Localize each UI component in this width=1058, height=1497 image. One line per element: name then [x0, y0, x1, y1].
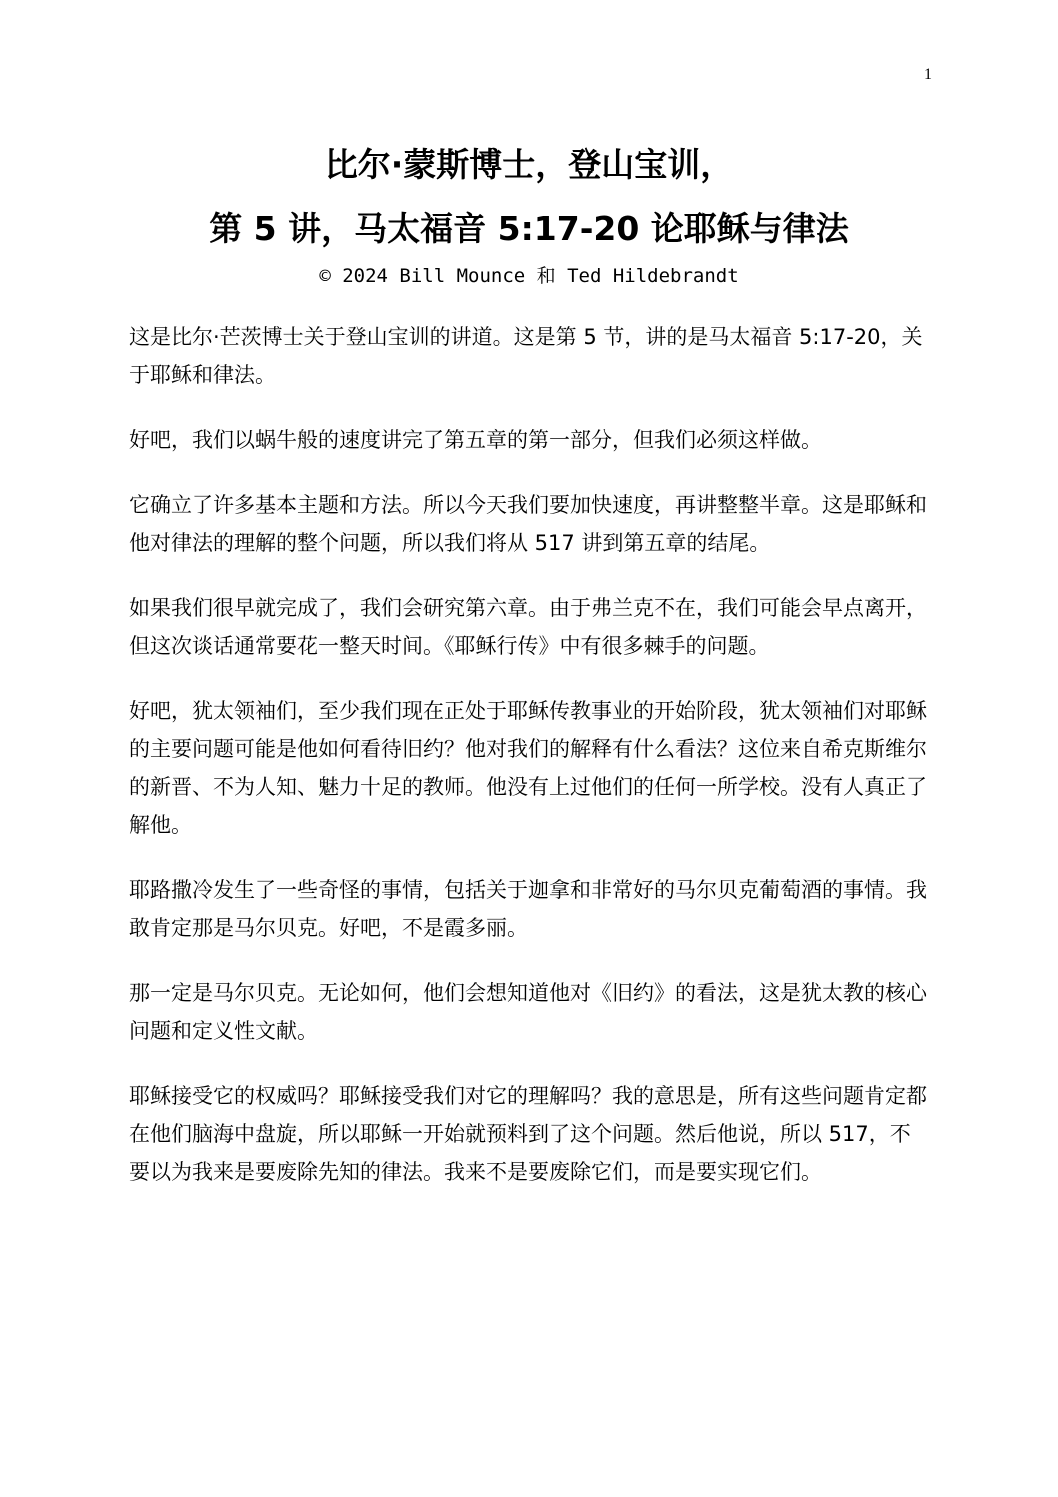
document-title-line-1: 比尔·蒙斯博士，登山宝训，	[324, 145, 734, 184]
paragraph: 耶稣接受它的权威吗？耶稣接受我们对它的理解吗？我的意思是，所有这些问题肯定都在他们脑海中盘旋，所以耶稣一开始就预料到了这个问题。然后他说，所以 517，不要以为我来是要废除先知的律法。我来不是要废除它们，而是要实现它们。	[129, 1084, 927, 1184]
page-number: 1	[924, 66, 932, 83]
document-body	[129, 318, 929, 1218]
paragraph: 耶路撒冷发生了一些奇怪的事情，包括关于迦拿和非常好的马尔贝克葡萄酒的事情。我敢肯定那是马尔贝克。好吧，不是霞多丽。	[129, 878, 927, 940]
paragraph: 这是比尔·芒茨博士关于登山宝训的讲道。这是第 5 节，讲的是马太福音 5:17-20，关于耶稣和律法。	[129, 325, 923, 387]
copyright-line: © 2024 Bill Mounce 和 Ted Hildebrandt	[319, 265, 739, 287]
document-title-line-2: 第 5 讲，马太福音 5:17-20 论耶稣与律法	[209, 209, 849, 248]
paragraph: 如果我们很早就完成了，我们会研究第六章。由于弗兰克不在，我们可能会早点离开，但这次谈话通常要花一整天时间。《耶稣行传》中有很多棘手的问题。	[129, 596, 927, 658]
paragraph: 它确立了许多基本主题和方法。所以今天我们要加快速度，再讲整整半章。这是耶稣和他对律法的理解的整个问题，所以我们将从 517 讲到第五章的结尾。	[129, 493, 927, 555]
paragraph: 好吧，我们以蜗牛般的速度讲完了第五章的第一部分，但我们必须这样做。	[129, 428, 822, 452]
paragraph: 好吧，犹太领袖们，至少我们现在正处于耶稣传教事业的开始阶段，犹太领袖们对耶稣的主要问题可能是他如何看待旧约？他对我们的解释有什么看法？这位来自希克斯维尔的新晋、不为人知、魅力十足的教师。他没有上过他们的任何一所学校。没有人真正了解他。	[129, 699, 927, 837]
paragraph: 那一定是马尔贝克。无论如何，他们会想知道他对《旧约》的看法，这是犹太教的核心问题和定义性文献。	[129, 981, 927, 1043]
